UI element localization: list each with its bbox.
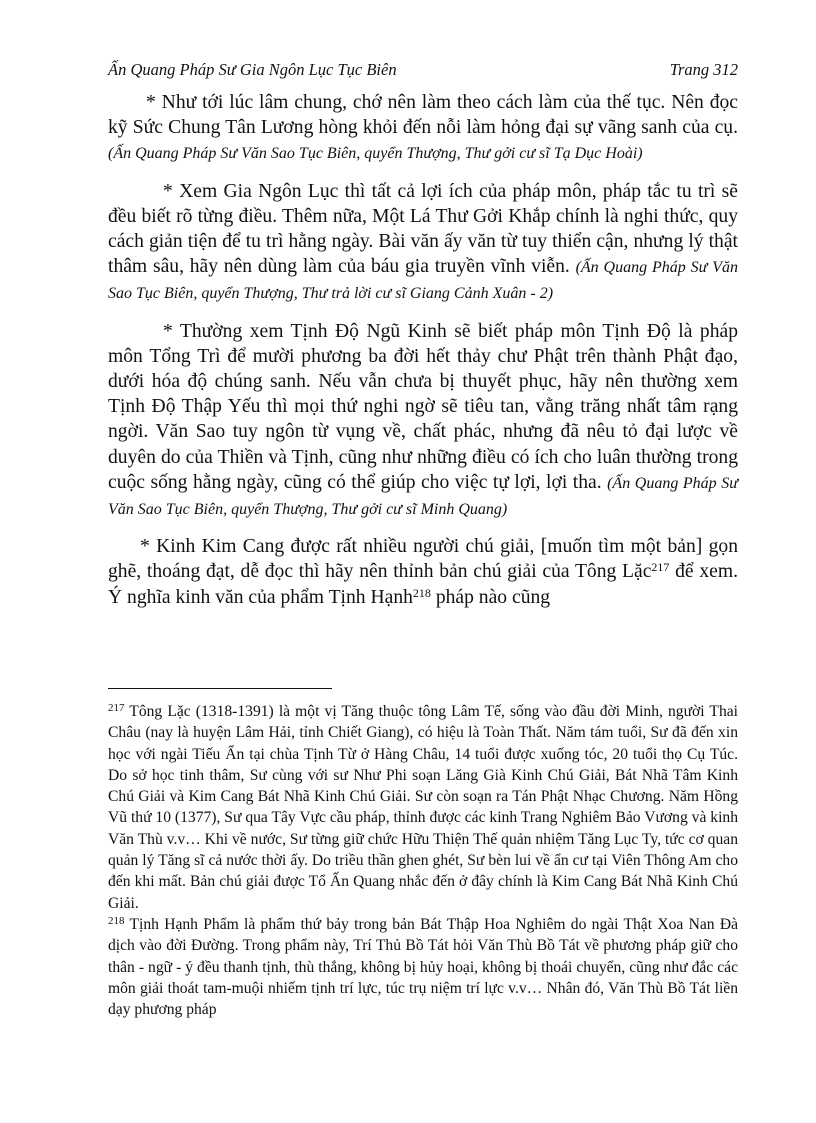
footnote-218 <box>108 914 738 1020</box>
footnote-ref-217[interactable]: 217 <box>651 560 670 575</box>
citation: (Ấn Quang Pháp Sư Văn Sao Tục Biên, quyển Thượng, Thư gởi cư sĩ Tạ Dục Hoài) <box>108 145 643 163</box>
paragraph-text: để xem. Ý nghĩa kinh văn của phẩm Tịnh Hạnh <box>108 561 738 608</box>
footnote-number: 217 <box>108 702 125 714</box>
footnote-number: 218 <box>108 914 125 927</box>
main-text <box>108 90 738 610</box>
citation: (Ấn Quang Pháp Sư Văn Sao Tục Biên, quyển Thượng, Thư trả lời cư sĩ Giang Cảnh Xuân - 2) <box>108 259 739 303</box>
footnote-ref-218[interactable]: 218 <box>412 585 431 600</box>
footnote-text: Tông Lặc (1318-1391) là một vị Tăng thuộc tông Lâm Tế, sống vào đầu đời Minh, người Thai Châu (nay là huyện Lâm Hải, tỉnh Chiết Giang), có hiệu là Toàn Thất. Năm tám tuổi, Sư đã đến xin học với ngài Tiếu Ẩn tại chùa Tịnh Từ ở Hàng Châu, 14 tuổi được xuống tóc, 20 tuổi thọ Cụ Túc. Do sở học tinh thâm, Sư cùng với sư Như Phi soạn Lăng Già Kinh Chú Giải, Bát Nhã Tâm Kinh Chú Giải và Kim Cang Bát Nhã Kinh Chú Giải. Sư còn soạn ra Tán Phật Nhạc Chương. Năm Hồng Vũ thứ 10 (1377), Sư qua Tây Vực cầu pháp, thỉnh được các kinh Trang Nghiêm Bảo Vương và kinh Văn Thù v.v… Khi về nước, Sư từng giữ chức Hữu Thiện Thế quản nhiệm Tăng Lục Ty, tức cơ quan quản lý Tăng sĩ cả nước thời ấy. Do triều thần ghen ghét, Sư bèn lui về ẩn cư tại Viên Thông Am cho đến khi mất. Bản chú giải được Tổ Ấn Quang nhắc đến ở đây chính là Kim Cang Bát Nhã Kinh Chú Giải. <box>108 703 739 912</box>
paragraph-text: pháp nào cũng <box>430 586 551 608</box>
paragraph-text: * Kinh Kim Cang được rất nhiều người chú giải, [muốn tìm một bản] gọn ghẽ, thoáng đạt, dễ đọc thì hãy nên thỉnh bản chú giải của Tông Lặc <box>108 536 738 583</box>
paragraph-text: * Xem Gia Ngôn Lục thì tất cả lợi ích của pháp môn, pháp tắc tu trì sẽ đều biết rõ từng điều. Thêm nữa, Một Lá Thư Gởi Khắp chính là nghi thức, quy cách giản tiện để tu trì hằng ngày. Bài văn ấy văn từ tuy thiển cận, nhưng lý thật thâm sâu, hãy nên dùng làm của báu gia truyền vĩnh viễn. <box>108 180 738 278</box>
paragraph-2 <box>108 179 738 307</box>
book-title: Ấn Quang Pháp Sư Gia Ngôn Lục Tục Biên <box>108 60 397 79</box>
footnotes <box>108 701 738 1020</box>
paragraph-4 <box>108 534 738 610</box>
footnote-217 <box>108 701 738 914</box>
citation: (Ấn Quang Pháp Sư Văn Sao Tục Biên, quyển Thượng, Thư gởi cư sĩ Minh Quang) <box>108 474 738 519</box>
footnote-separator <box>108 688 332 689</box>
paragraph-1 <box>108 90 738 167</box>
page-header <box>108 60 738 80</box>
paragraph-text: * Thường xem Tịnh Độ Ngũ Kinh sẽ biết pháp môn Tịnh Độ là pháp môn Tổng Trì để mười phương ba đời hết thảy chư Phật trên thành Phật đạo, dưới hóa độ chúng sanh. Nếu vẫn chưa bị thuyết phục, hãy nên thường xem Tịnh Độ Thập Yếu thì mọi thứ nghi ngờ sẽ tiêu tan, vằng trăng nhất tâm rạng ngời. Văn Sao tuy ngôn từ vụng về, chất phác, nhưng đã nêu tỏ đại lược về duyên do của Thiền và Tịnh, cũng như những điều có ích cho luân thường trong cuộc sống hằng ngày, cũng có thể giúp cho việc tự lợi, lợi tha. <box>108 320 738 493</box>
paragraph-text: * Như tới lúc lâm chung, chớ nên làm theo cách làm của thế tục. Nên đọc kỹ Sức Chung Tân Lương hòng khỏi đến nỗi làm hỏng đại sự vãng sanh của cụ. <box>108 92 738 139</box>
page-number: Trang 312 <box>669 60 738 79</box>
footnote-text: Tịnh Hạnh Phẩm là phẩm thứ bảy trong bản Bát Thập Hoa Nghiêm do ngài Thật Xoa Nan Đà dịch vào đời Đường. Trong phẩm này, Trí Thủ Bồ Tát hỏi Văn Thù Bồ Tát về phương pháp giữ cho thân - ngữ - ý đều thanh tịnh, thù thắng, không bị hủy hoại, không bị thoái chuyển, cũng như đắc các môn giải thoát tam-muội nhiếm tịnh trí lực, túc trụ niệm trí lực v.v… Nhân đó, Văn Thù Bồ Tát liền dạy phương pháp <box>108 915 738 1019</box>
paragraph-3 <box>108 319 738 523</box>
